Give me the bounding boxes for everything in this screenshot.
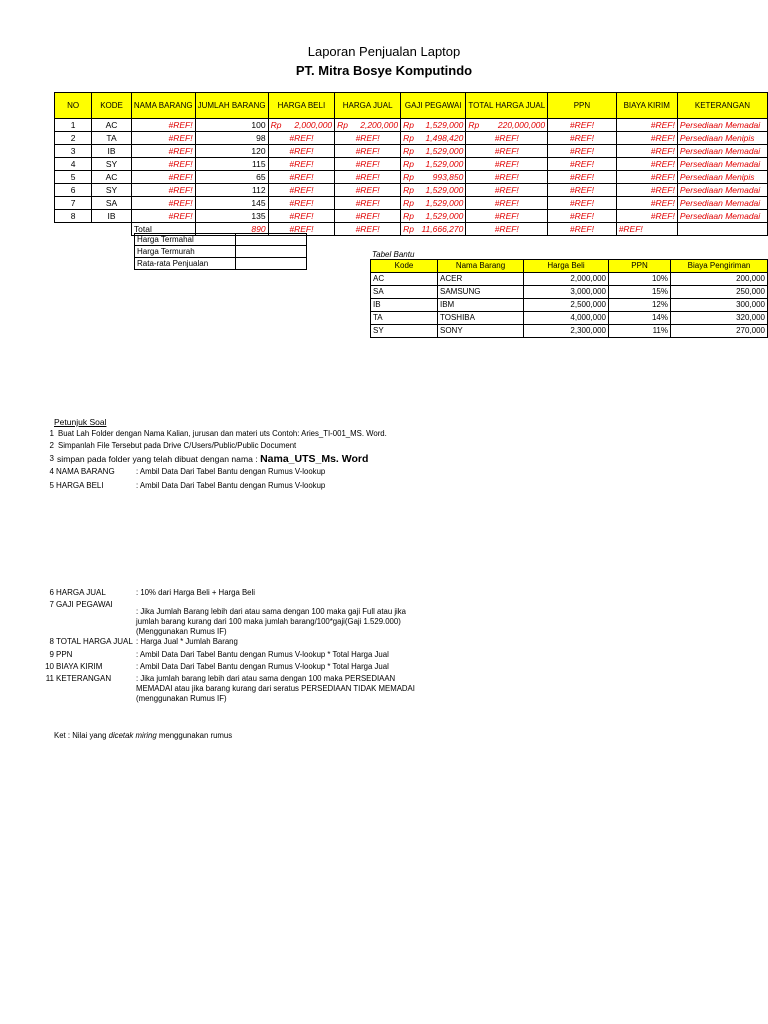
- instr-9: : Ambil Data Dari Tabel Bantu dengan Rumus V-lookup * Total Harga Jual: [136, 650, 389, 659]
- currency-label: Rp: [403, 224, 414, 234]
- cell-total-harga-jual[interactable]: #REF!: [466, 184, 548, 197]
- cell-ppn[interactable]: #REF!: [548, 132, 617, 145]
- table-row: [55, 145, 768, 158]
- instr-7-line2: jumlah barang kurang dari 100 maka jumlah barang/100*gaji(Gaji 1.529.000): [136, 617, 401, 626]
- bantu-header: PPN: [609, 260, 671, 273]
- instr-number: 5: [49, 481, 54, 490]
- cell-biaya-kirim[interactable]: #REF!: [616, 132, 677, 145]
- amount-value: 1,529,000: [425, 198, 464, 208]
- cell-harga-beli[interactable]: #REF!: [268, 132, 335, 145]
- amount-value: 220,000,000: [497, 120, 546, 130]
- footnote-italic: dicetak miring: [108, 731, 157, 740]
- cell-nama-barang[interactable]: #REF!: [131, 158, 195, 171]
- bantu-kode[interactable]: AC: [371, 273, 438, 286]
- summary-cell[interactable]: [236, 246, 307, 258]
- cell-biaya-kirim[interactable]: #REF!: [616, 171, 677, 184]
- cell-kode[interactable]: SA: [92, 197, 132, 210]
- table-row: [55, 132, 768, 145]
- cell-biaya-kirim[interactable]: #REF!: [616, 197, 677, 210]
- cell-harga-beli[interactable]: [268, 119, 335, 132]
- cell-total-harga-jual[interactable]: #REF!: [466, 210, 548, 223]
- company-name: PT. Mitra Bosye Komputindo: [295, 63, 473, 78]
- bantu-harga[interactable]: 2,500,000: [524, 299, 609, 312]
- instr-4: : Ambil Data Dari Tabel Bantu dengan Rumus V-lookup: [136, 467, 326, 476]
- amount-value: 1,529,000: [425, 159, 464, 169]
- bantu-kode[interactable]: TA: [371, 312, 438, 325]
- bantu-biaya[interactable]: 200,000: [671, 273, 768, 286]
- bantu-kode[interactable]: SY: [371, 325, 438, 338]
- bantu-harga[interactable]: 2,300,000: [524, 325, 609, 338]
- table-row: [55, 210, 768, 223]
- instr-number: 1: [49, 429, 54, 438]
- currency-label: Rp: [403, 159, 414, 169]
- table-row: [55, 171, 768, 184]
- cell-nama-barang[interactable]: #REF!: [131, 171, 195, 184]
- instr-11-label: KETERANGAN: [56, 674, 112, 683]
- bantu-biaya[interactable]: 320,000: [671, 312, 768, 325]
- instr-8: : Harga Jual * Jumlah Barang: [136, 637, 238, 646]
- cell-keterangan[interactable]: Persediaan Memadai: [677, 184, 767, 197]
- bantu-nama[interactable]: TOSHIBA: [438, 312, 524, 325]
- cell-keterangan[interactable]: Persediaan Memadai: [677, 145, 767, 158]
- instr-11-line3: (menggunakan Rumus IF): [136, 694, 227, 703]
- cell-harga-beli[interactable]: #REF!: [268, 145, 335, 158]
- cell-jumlah-barang[interactable]: 100: [195, 119, 268, 132]
- cell-harga-jual[interactable]: #REF!: [335, 158, 401, 171]
- footnote-text-end: menggunakan rumus: [156, 731, 233, 740]
- bantu-row: [371, 299, 768, 312]
- bantu-row: [371, 286, 768, 299]
- total-gaji[interactable]: [401, 223, 466, 236]
- instr-11: : Jika jumlah barang lebih dari atau sama dengan 100 maka PERSEDIAAN: [136, 674, 396, 683]
- total-harga-jual[interactable]: #REF!: [335, 223, 401, 236]
- cell-jumlah-barang[interactable]: 115: [195, 158, 268, 171]
- cell-kode[interactable]: AC: [92, 119, 132, 132]
- column-header: KETERANGAN: [677, 93, 767, 119]
- currency-label: Rp: [337, 120, 349, 130]
- column-header: JUMLAH BARANG: [195, 93, 268, 119]
- cell-harga-beli[interactable]: #REF!: [268, 158, 335, 171]
- cell-total-harga-jual[interactable]: #REF!: [466, 132, 548, 145]
- amount-value: 1,529,000: [425, 185, 464, 195]
- bantu-ppn[interactable]: 14%: [609, 312, 671, 325]
- bantu-header: Kode: [371, 260, 438, 273]
- instr-3: [57, 453, 368, 465]
- footnote: [54, 731, 232, 741]
- cell-total-harga-jual[interactable]: #REF!: [466, 171, 548, 184]
- cell-nama-barang[interactable]: #REF!: [131, 184, 195, 197]
- instr-3-text: simpan pada folder yang telah dibuat dengan nama :: [57, 454, 258, 464]
- total-label: Total: [131, 223, 195, 236]
- tabel-bantu-title: Tabel Bantu: [372, 250, 415, 259]
- cell-harga-jual[interactable]: #REF!: [335, 184, 401, 197]
- cell-nama-barang[interactable]: #REF!: [131, 145, 195, 158]
- cell-no[interactable]: 4: [55, 158, 92, 171]
- total-ket[interactable]: [677, 223, 767, 236]
- bantu-biaya[interactable]: 270,000: [671, 325, 768, 338]
- amount-value: 1,529,000: [425, 146, 464, 156]
- cell-total-harga-jual[interactable]: #REF!: [466, 197, 548, 210]
- cell-kode[interactable]: TA: [92, 132, 132, 145]
- cell-gaji-pegawai[interactable]: [401, 210, 466, 223]
- amount-value: 2,200,000: [360, 120, 399, 130]
- instr-7: : Jika Jumlah Barang lebih dari atau sama dengan 100 maka gaji Full atau jika: [136, 607, 407, 616]
- bantu-nama[interactable]: ACER: [438, 273, 524, 286]
- cell-kode[interactable]: SY: [92, 158, 132, 171]
- sales-table: [54, 92, 768, 236]
- cell-harga-jual[interactable]: [335, 119, 401, 132]
- cell-harga-beli[interactable]: #REF!: [268, 210, 335, 223]
- cell-keterangan[interactable]: Persediaan Memadai: [677, 158, 767, 171]
- cell-jumlah-barang[interactable]: 112: [195, 184, 268, 197]
- cell-jumlah-barang[interactable]: 65: [195, 171, 268, 184]
- column-header: HARGA JUAL: [335, 93, 401, 119]
- cell-ppn[interactable]: #REF!: [548, 210, 617, 223]
- cell-kode[interactable]: IB: [92, 210, 132, 223]
- cell-total-harga-jual[interactable]: #REF!: [466, 145, 548, 158]
- instr-5-label: HARGA BELI: [56, 481, 104, 490]
- cell-nama-barang[interactable]: #REF!: [131, 119, 195, 132]
- column-header: PPN: [548, 93, 617, 119]
- bantu-ppn[interactable]: 12%: [609, 299, 671, 312]
- instr-10-label: BIAYA KIRIM: [56, 662, 103, 671]
- cell-harga-jual[interactable]: #REF!: [335, 210, 401, 223]
- cell-ppn[interactable]: #REF!: [548, 158, 617, 171]
- instr-6: : 10% dari Harga Beli + Harga Beli: [136, 588, 255, 597]
- cell-harga-jual[interactable]: #REF!: [335, 145, 401, 158]
- table-row: [55, 119, 768, 132]
- cell-nama-barang[interactable]: #REF!: [131, 210, 195, 223]
- column-header: GAJI PEGAWAI: [401, 93, 466, 119]
- cell-gaji-pegawai[interactable]: [401, 145, 466, 158]
- amount-value: 11,666,270: [421, 224, 464, 234]
- footnote-text: Ket : Nilai yang: [54, 731, 109, 740]
- table-row: [55, 158, 768, 171]
- cell-biaya-kirim[interactable]: #REF!: [616, 184, 677, 197]
- instr-number: 8: [49, 637, 54, 646]
- currency-label: Rp: [403, 172, 414, 182]
- cell-no[interactable]: 2: [55, 132, 92, 145]
- cell-gaji-pegawai[interactable]: [401, 197, 466, 210]
- instr-number: 9: [49, 650, 54, 659]
- bantu-nama[interactable]: SONY: [438, 325, 524, 338]
- instr-8-label: TOTAL HARGA JUAL: [56, 637, 133, 646]
- bantu-row: [371, 273, 768, 286]
- cell-harga-jual[interactable]: #REF!: [335, 197, 401, 210]
- bantu-ppn[interactable]: 15%: [609, 286, 671, 299]
- tabel-bantu: [370, 259, 768, 338]
- cell-kode[interactable]: IB: [92, 145, 132, 158]
- amount-value: 1,498,420: [425, 133, 464, 143]
- amount-value: 993,850: [432, 172, 464, 182]
- bantu-harga[interactable]: 4,000,000: [524, 312, 609, 325]
- amount-value: 1,529,000: [425, 120, 464, 130]
- instr-11-line2: MEMADAI atau jika barang kurang dari seratus PERSEDIAAN TIDAK MEMADAI: [136, 684, 415, 693]
- total-biaya[interactable]: #REF!: [616, 223, 677, 236]
- cell-jumlah-barang[interactable]: 98: [195, 132, 268, 145]
- bantu-biaya[interactable]: 250,000: [671, 286, 768, 299]
- cell-kode[interactable]: AC: [92, 171, 132, 184]
- bantu-row: [371, 312, 768, 325]
- cell-gaji-pegawai[interactable]: [401, 158, 466, 171]
- column-header: TOTAL HARGA JUAL: [466, 93, 548, 119]
- column-header: NAMA BARANG: [131, 93, 195, 119]
- cell-gaji-pegawai[interactable]: [401, 119, 466, 132]
- instr-4-label: NAMA BARANG: [56, 467, 115, 476]
- cell-no[interactable]: 1: [55, 119, 92, 132]
- cell-nama-barang[interactable]: #REF!: [131, 132, 195, 145]
- bantu-ppn[interactable]: 10%: [609, 273, 671, 286]
- currency-label: Rp: [403, 120, 414, 130]
- currency-label: Rp: [270, 120, 282, 130]
- column-header: KODE: [92, 93, 132, 119]
- blank-cell: [55, 223, 132, 236]
- bantu-header: Nama Barang: [438, 260, 524, 273]
- currency-label: Rp: [403, 146, 414, 156]
- cell-jumlah-barang[interactable]: 145: [195, 197, 268, 210]
- cell-jumlah-barang[interactable]: 135: [195, 210, 268, 223]
- bantu-kode[interactable]: IB: [371, 299, 438, 312]
- table-row: [55, 197, 768, 210]
- cell-nama-barang[interactable]: #REF!: [131, 197, 195, 210]
- cell-keterangan[interactable]: Persediaan Menipis: [677, 171, 767, 184]
- cell-harga-jual[interactable]: #REF!: [335, 132, 401, 145]
- instr-2: Simpanlah File Tersebut pada Drive C/Users/Public/Public Document: [58, 441, 297, 450]
- cell-no[interactable]: 5: [55, 171, 92, 184]
- cell-ppn[interactable]: #REF!: [548, 145, 617, 158]
- currency-label: Rp: [403, 185, 414, 195]
- bantu-nama[interactable]: SAMSUNG: [438, 286, 524, 299]
- cell-keterangan[interactable]: Persediaan Menipis: [677, 132, 767, 145]
- instr-5: : Ambil Data Dari Tabel Bantu dengan Rumus V-lookup: [136, 481, 326, 490]
- bantu-ppn[interactable]: 11%: [609, 325, 671, 338]
- cell-jumlah-barang[interactable]: 120: [195, 145, 268, 158]
- bantu-harga[interactable]: 2,000,000: [524, 273, 609, 286]
- cell-kode[interactable]: SY: [92, 184, 132, 197]
- cell-no[interactable]: 3: [55, 145, 92, 158]
- cell-keterangan[interactable]: Persediaan Memadai: [677, 210, 767, 223]
- currency-label: Rp: [468, 120, 480, 130]
- report-title: Laporan Penjualan Laptop: [307, 44, 461, 59]
- cell-harga-jual[interactable]: #REF!: [335, 171, 401, 184]
- column-header: HARGA BELI: [268, 93, 335, 119]
- summary-table: [134, 233, 307, 270]
- instr-7-label: GAJI PEGAWAI: [56, 600, 113, 609]
- summary-cell[interactable]: [236, 234, 307, 246]
- bantu-row: [371, 325, 768, 338]
- cell-ppn[interactable]: #REF!: [548, 171, 617, 184]
- cell-gaji-pegawai[interactable]: [401, 171, 466, 184]
- instr-1: Buat Lah Folder dengan Nama Kalian, jurusan dan materi uts Contoh: Aries_TI-001_MS. Word.: [58, 429, 387, 438]
- total-total-harga[interactable]: #REF!: [466, 223, 548, 236]
- bantu-biaya[interactable]: 300,000: [671, 299, 768, 312]
- cell-ppn[interactable]: #REF!: [548, 197, 617, 210]
- instr-9-label: PPN: [56, 650, 73, 659]
- amount-value: 2,000,000: [294, 120, 333, 130]
- cell-harga-beli[interactable]: #REF!: [268, 184, 335, 197]
- bantu-header: Harga Beli: [524, 260, 609, 273]
- table-row: [55, 184, 768, 197]
- currency-label: Rp: [403, 198, 414, 208]
- cell-no[interactable]: 6: [55, 184, 92, 197]
- instr-number: 7: [49, 600, 54, 609]
- cell-harga-beli[interactable]: #REF!: [268, 197, 335, 210]
- cell-keterangan[interactable]: Persediaan Memadai: [677, 119, 767, 132]
- instr-3-filename: Nama_UTS_Ms. Word: [260, 453, 369, 465]
- bantu-kode[interactable]: SA: [371, 286, 438, 299]
- currency-label: Rp: [403, 211, 414, 221]
- cell-biaya-kirim[interactable]: #REF!: [616, 119, 677, 132]
- total-harga-beli[interactable]: #REF!: [268, 223, 335, 236]
- column-header: BIAYA KIRIM: [616, 93, 677, 119]
- cell-gaji-pegawai[interactable]: [401, 184, 466, 197]
- petunjuk-heading: Petunjuk Soal: [54, 417, 107, 427]
- cell-ppn[interactable]: #REF!: [548, 184, 617, 197]
- cell-no[interactable]: 7: [55, 197, 92, 210]
- instr-7-line3: (Menggunakan Rumus IF): [136, 627, 227, 636]
- cell-biaya-kirim[interactable]: #REF!: [616, 145, 677, 158]
- cell-keterangan[interactable]: Persediaan Memadai: [677, 197, 767, 210]
- summary-label-min: Harga Termurah: [135, 246, 236, 258]
- instr-number: 2: [49, 441, 54, 450]
- cell-gaji-pegawai[interactable]: [401, 132, 466, 145]
- cell-ppn[interactable]: #REF!: [548, 119, 617, 132]
- total-ppn[interactable]: #REF!: [548, 223, 617, 236]
- bantu-header: Biaya Pengiriman: [671, 260, 768, 273]
- bantu-nama[interactable]: IBM: [438, 299, 524, 312]
- cell-total-harga-jual[interactable]: [466, 119, 548, 132]
- cell-no[interactable]: 8: [55, 210, 92, 223]
- total-jumlah[interactable]: 890: [195, 223, 268, 236]
- currency-label: Rp: [403, 133, 414, 143]
- cell-biaya-kirim[interactable]: #REF!: [616, 210, 677, 223]
- cell-harga-beli[interactable]: #REF!: [268, 171, 335, 184]
- bantu-harga[interactable]: 3,000,000: [524, 286, 609, 299]
- cell-total-harga-jual[interactable]: #REF!: [466, 158, 548, 171]
- instr-number: 6: [49, 588, 54, 597]
- instr-number: 10: [45, 662, 54, 671]
- amount-value: 1,529,000: [425, 211, 464, 221]
- instr-number: 11: [45, 674, 54, 683]
- summary-label-max: Harga Termahal: [135, 234, 236, 246]
- instr-6-label: HARGA JUAL: [56, 588, 106, 597]
- summary-cell[interactable]: [236, 258, 307, 270]
- cell-biaya-kirim[interactable]: #REF!: [616, 158, 677, 171]
- summary-label-avg: Rata-rata Penjualan: [135, 258, 236, 270]
- instr-10: : Ambil Data Dari Tabel Bantu dengan Rumus V-lookup * Total Harga Jual: [136, 662, 389, 671]
- instr-number: 4: [49, 467, 54, 476]
- instr-number: 3: [49, 454, 54, 463]
- column-header: NO: [55, 93, 92, 119]
